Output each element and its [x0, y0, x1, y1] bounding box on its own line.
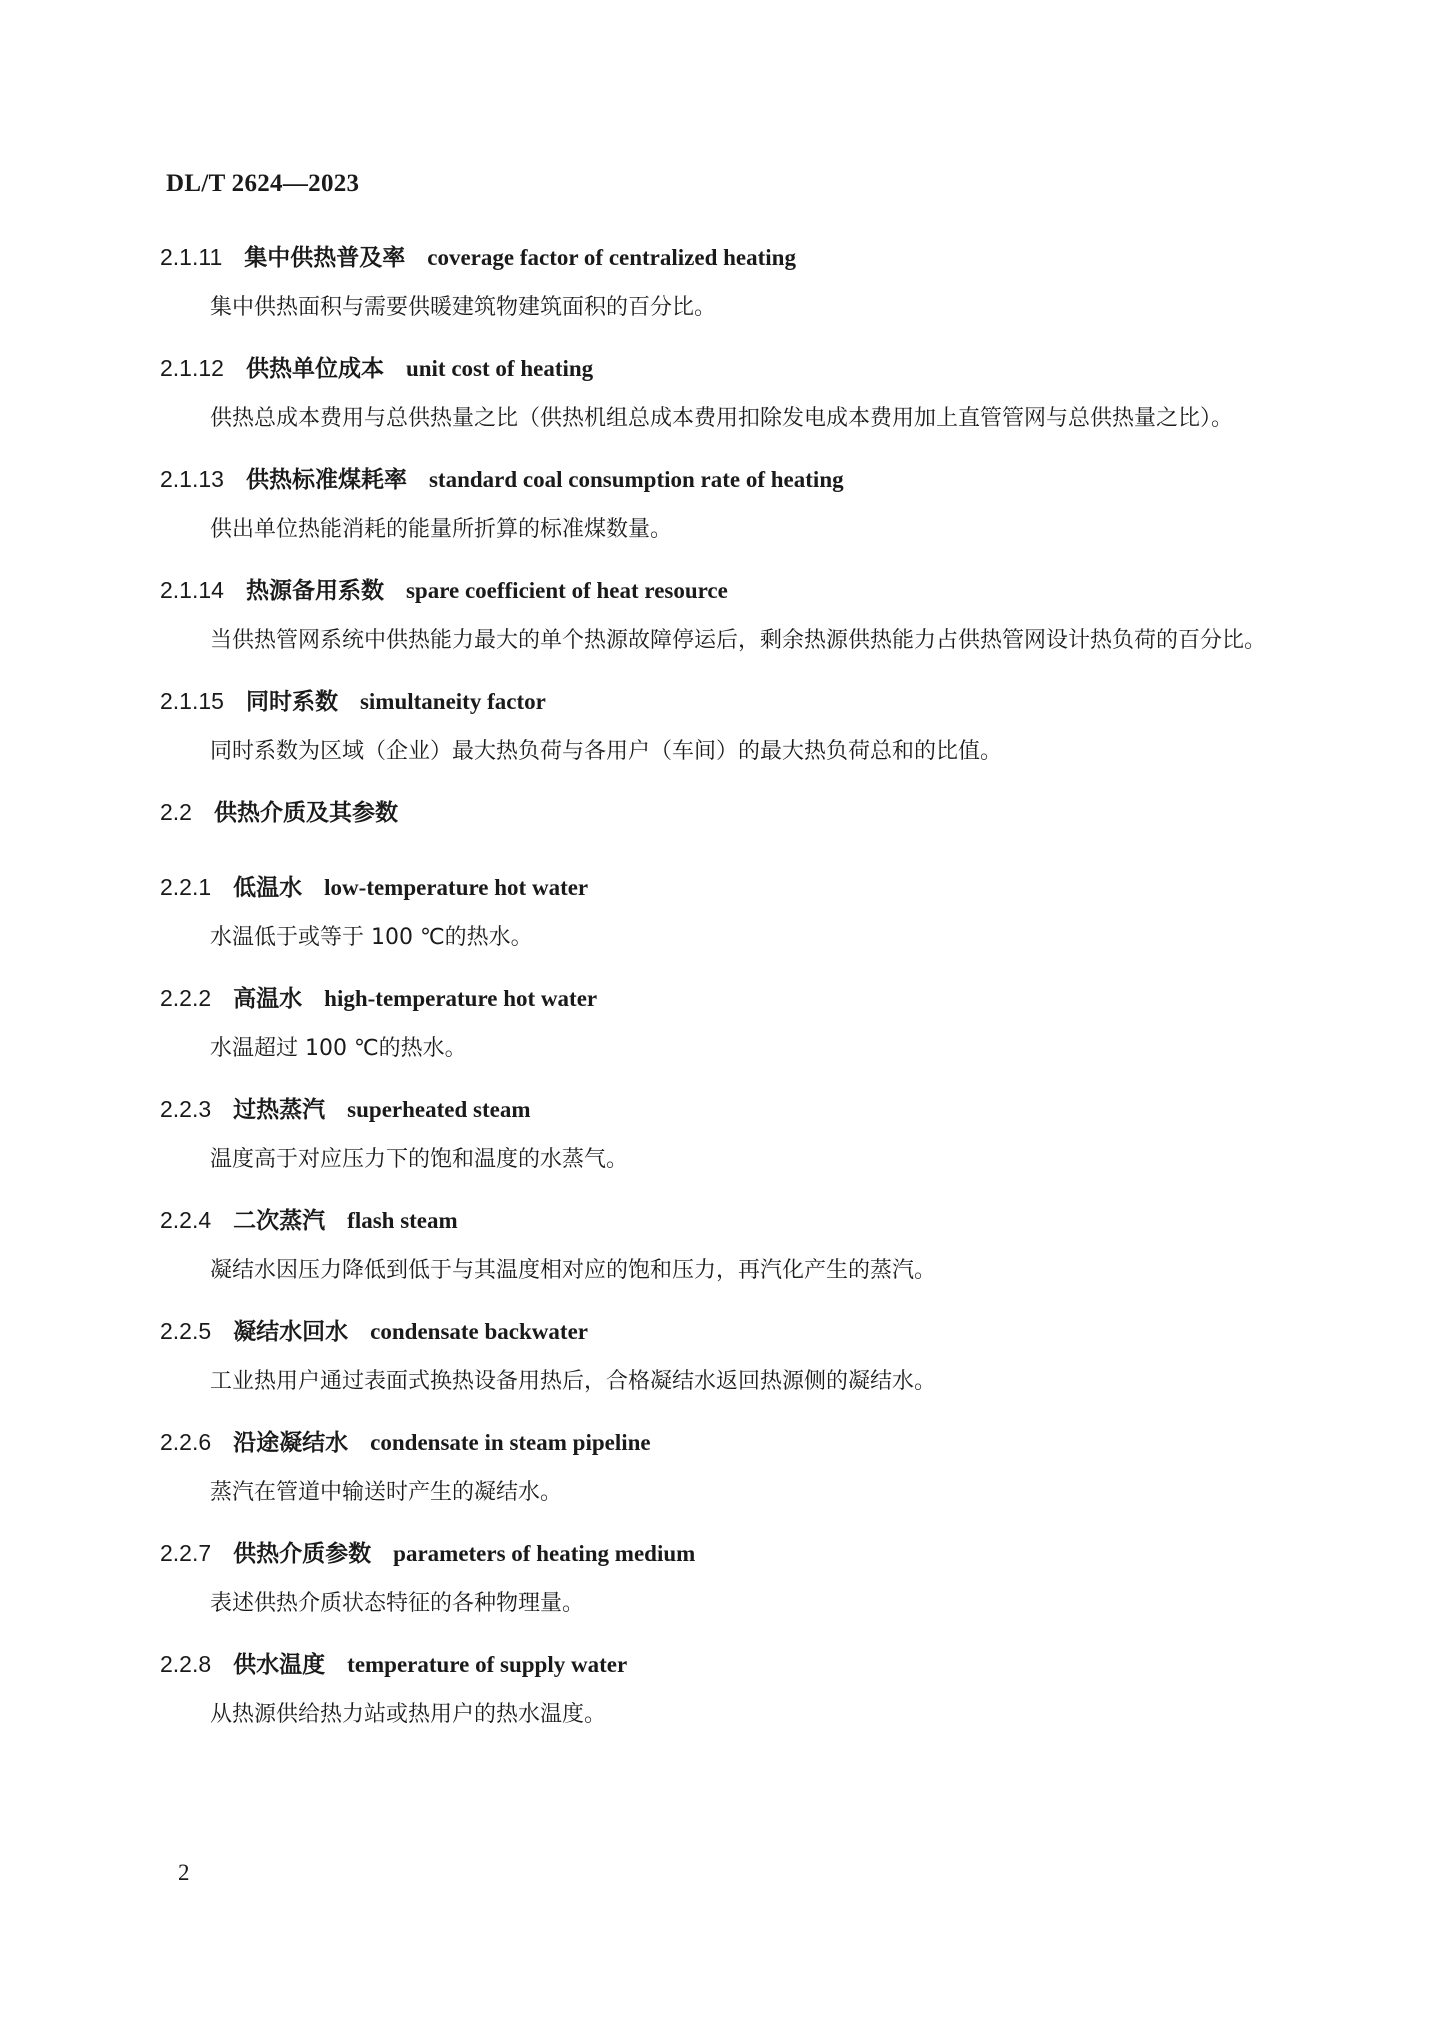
term-english: high-temperature hot water [324, 986, 598, 1011]
term-definition: 蒸汽在管道中输送时产生的凝结水。 [210, 1480, 563, 1505]
term-heading [160, 684, 1310, 719]
term-heading [160, 870, 1310, 905]
term-number: 2.2.3 [160, 1096, 212, 1122]
term-entry [160, 1314, 1310, 1403]
term-entry [160, 351, 1310, 440]
term-chinese: 供热标准煤耗率 [245, 467, 407, 493]
page-number: 2 [178, 1860, 190, 1885]
term-number: 2.2.8 [160, 1651, 212, 1677]
term-number: 2.1.15 [160, 688, 224, 714]
term-entry [160, 1647, 1310, 1736]
term-definition: 工业热用户通过表面式换热设备用热后，合格凝结水返回热源侧的凝结水。 [210, 1369, 937, 1394]
term-entry [160, 462, 1310, 551]
term-chinese: 过热蒸汽 [233, 1097, 326, 1123]
term-definition: 当供热管网系统中供热能力最大的单个热源故障停运后，剩余热源供热能力占供热管网设计热负荷的百分比。 [210, 628, 1267, 653]
term-definition: 同时系数为区域（企业）最大热负荷与各用户（车间）的最大热负荷总和的比值。 [210, 739, 1003, 764]
term-definition: 从热源供给热力站或热用户的热水温度。 [210, 1702, 607, 1727]
term-heading [160, 1203, 1310, 1238]
term-heading [160, 1647, 1310, 1682]
term-english: parameters of heating medium [393, 1541, 696, 1566]
term-entry [160, 684, 1310, 773]
term-number: 2.2.2 [160, 985, 212, 1011]
term-heading [160, 1314, 1310, 1349]
term-number: 2.1.13 [160, 466, 224, 492]
term-heading [160, 1536, 1310, 1571]
term-entry [160, 1425, 1310, 1514]
section-heading-wrap [160, 795, 1310, 830]
term-number: 2.2.7 [160, 1540, 212, 1566]
term-english: condensate in steam pipeline [370, 1430, 651, 1455]
term-english: condensate backwater [370, 1319, 588, 1344]
section-number: 2.2 [160, 799, 192, 825]
term-definition: 表述供热介质状态特征的各种物理量。 [210, 1591, 585, 1616]
term-definition: 水温低于或等于 100 ℃的热水。 [210, 925, 533, 950]
term-heading [160, 462, 1310, 497]
term-entry [160, 1536, 1310, 1625]
term-entry [160, 573, 1310, 662]
term-chinese: 高温水 [233, 986, 303, 1012]
term-definition: 水温超过 100 ℃的热水。 [210, 1036, 467, 1061]
term-definition: 温度高于对应压力下的饱和温度的水蒸气。 [210, 1147, 629, 1172]
term-heading [160, 1425, 1310, 1460]
term-number: 2.1.12 [160, 355, 224, 381]
document-body [160, 240, 1310, 1758]
term-entry [160, 981, 1310, 1070]
term-english: superheated steam [347, 1097, 531, 1122]
term-english: flash steam [347, 1208, 458, 1233]
term-english: low-temperature hot water [324, 875, 589, 900]
term-chinese: 低温水 [233, 875, 303, 901]
term-definition: 凝结水因压力降低到低于与其温度相对应的饱和压力，再汽化产生的蒸汽。 [210, 1258, 937, 1283]
term-number: 2.1.14 [160, 577, 224, 603]
term-english: unit cost of heating [405, 356, 594, 381]
term-definition: 供热总成本费用与总供热量之比（供热机组总成本费用扣除发电成本费用加上直管管网与总供热量之比）。 [210, 406, 1234, 431]
term-chinese: 供水温度 [233, 1652, 326, 1678]
term-entry [160, 1203, 1310, 1292]
term-number: 2.2.5 [160, 1318, 212, 1344]
term-heading [160, 573, 1310, 608]
term-definition: 供出单位热能消耗的能量所折算的标准煤数量。 [210, 517, 673, 542]
term-english: standard coal consumption rate of heating [428, 467, 844, 492]
term-heading [160, 351, 1310, 386]
term-english: spare coefficient of heat resource [405, 578, 728, 603]
term-chinese: 同时系数 [245, 689, 338, 715]
term-chinese: 二次蒸汽 [233, 1208, 326, 1234]
term-chinese: 供热单位成本 [245, 356, 384, 382]
term-chinese: 集中供热普及率 [244, 245, 406, 271]
term-chinese: 热源备用系数 [245, 578, 384, 604]
term-heading [160, 240, 1310, 275]
term-chinese: 凝结水回水 [233, 1319, 349, 1345]
term-number: 2.2.4 [160, 1207, 212, 1233]
term-heading [160, 1092, 1310, 1127]
term-english: simultaneity factor [359, 689, 546, 714]
term-number: 2.2.6 [160, 1429, 212, 1455]
section-heading [160, 795, 1310, 830]
document-code: DL/T 2624—2023 [166, 170, 360, 197]
term-chinese: 供热介质参数 [233, 1541, 372, 1567]
term-entry [160, 240, 1310, 329]
term-number: 2.2.1 [160, 874, 212, 900]
term-english: coverage factor of centralized heating [427, 245, 796, 270]
term-english: temperature of supply water [347, 1652, 628, 1677]
term-chinese: 沿途凝结水 [233, 1430, 349, 1456]
term-heading [160, 981, 1310, 1016]
term-entry [160, 870, 1310, 959]
term-number: 2.1.11 [160, 244, 223, 270]
term-definition: 集中供热面积与需要供暖建筑物建筑面积的百分比。 [210, 295, 717, 320]
section-title: 供热介质及其参数 [213, 800, 398, 826]
term-entry [160, 1092, 1310, 1181]
